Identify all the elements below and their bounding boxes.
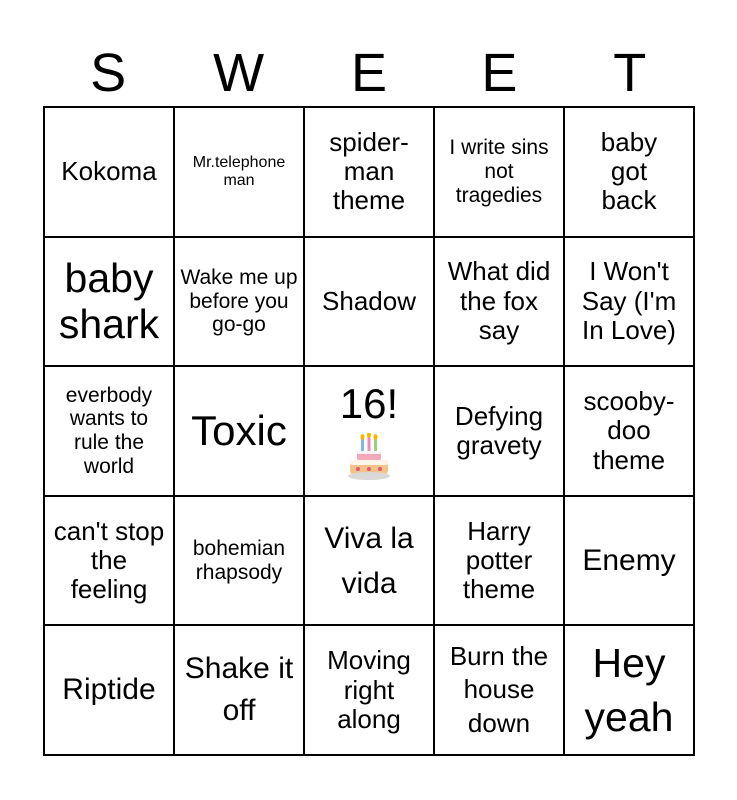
bingo-cell[interactable]: [304, 625, 434, 755]
cell-text: Enemy: [582, 543, 676, 577]
cell-text: Kokoma: [61, 156, 157, 187]
cell-text: Harry potter theme: [462, 515, 536, 605]
cell-text: Defying gravety: [454, 400, 544, 460]
cell-text: can't stop the feeling: [53, 515, 165, 605]
bingo-cell[interactable]: [44, 107, 174, 237]
cell-text: Viva la vida: [324, 521, 414, 600]
cell-text: Wake me up before you go-go: [180, 265, 298, 337]
cell-text: Shadow: [322, 285, 416, 316]
bingo-cell[interactable]: [564, 496, 694, 626]
header-letter-w: W: [213, 43, 265, 103]
bingo-cell[interactable]: [564, 366, 694, 496]
cell-text: Shake it off: [184, 652, 294, 728]
bingo-cell[interactable]: [304, 237, 434, 367]
cell-text: baby got back: [600, 126, 658, 216]
header-letter-t: T: [613, 43, 647, 103]
bingo-cell[interactable]: [434, 625, 564, 755]
bingo-cell[interactable]: [174, 107, 304, 237]
bingo-cell[interactable]: [174, 625, 304, 755]
bingo-cell[interactable]: [564, 625, 694, 755]
cell-text: bohemian rhapsody: [192, 536, 286, 584]
cell-text: everbody wants to rule the world: [65, 383, 153, 478]
header-letter-e: E: [350, 43, 387, 103]
bingo-cell[interactable]: [434, 366, 564, 496]
bingo-cell[interactable]: [44, 366, 174, 496]
cell-text: Burn the house down: [449, 640, 549, 739]
bingo-cell[interactable]: [174, 366, 304, 496]
birthday-cake-icon: [347, 433, 391, 481]
bingo-cell[interactable]: [44, 496, 174, 626]
bingo-cell[interactable]: [434, 107, 564, 237]
cell-text: Toxic: [191, 407, 287, 455]
cell-text: I Won't Say (I'm In Love): [581, 256, 677, 346]
header-letter-e-2: E: [481, 43, 518, 103]
bingo-cell[interactable]: [44, 625, 174, 755]
bingo-cell[interactable]: [304, 496, 434, 626]
cell-text: spider-man theme: [329, 126, 409, 216]
bingo-cell[interactable]: [304, 107, 434, 237]
bingo-cell[interactable]: [564, 107, 694, 237]
cell-text: Moving right along: [327, 645, 411, 734]
free-space-label: 16!: [339, 379, 399, 427]
cell-text: Riptide: [62, 673, 156, 707]
bingo-cell[interactable]: [174, 237, 304, 367]
cell-text: baby shark: [58, 255, 160, 348]
header-letter-s: S: [90, 43, 127, 103]
cell-text: scooby-doo theme: [583, 385, 675, 475]
bingo-cell[interactable]: [44, 237, 174, 367]
cell-text: What did the fox say: [447, 256, 551, 346]
bingo-cell[interactable]: [564, 237, 694, 367]
free-space-cell[interactable]: [304, 366, 434, 496]
bingo-cell[interactable]: [434, 496, 564, 626]
cell-text: Mr.telephone man: [192, 153, 286, 189]
bingo-cell[interactable]: [434, 237, 564, 367]
bingo-cell[interactable]: [174, 496, 304, 626]
bingo-board: [43, 106, 695, 756]
cell-text: I write sins not tragedies: [449, 136, 549, 207]
bingo-header: [43, 42, 695, 104]
cell-text: Hey yeah: [584, 640, 674, 741]
